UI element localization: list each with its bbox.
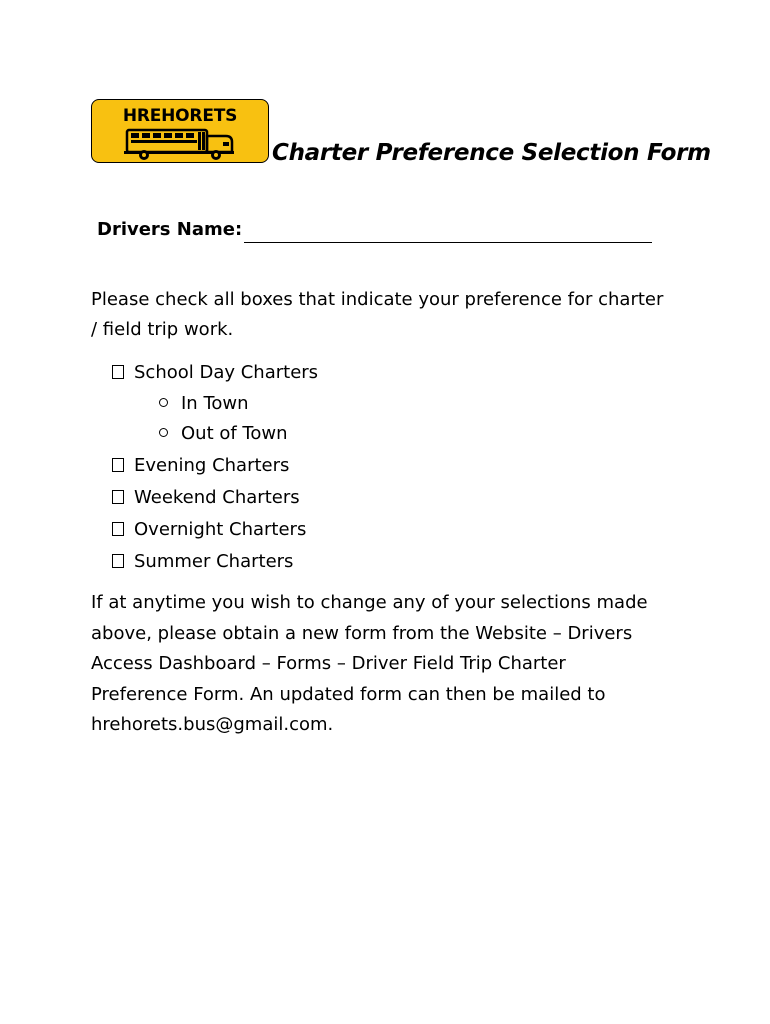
evening-charters-checkbox[interactable]	[112, 458, 124, 472]
weekend-charters-checkbox[interactable]	[112, 490, 124, 504]
footer-line: If at anytime you wish to change any of your selections made	[91, 592, 648, 613]
footer-line: hrehorets.bus@gmail.com.	[91, 714, 334, 735]
footer-line: Preference Form. An updated form can then be mailed to	[91, 683, 606, 705]
sub-option-label: In Town	[181, 393, 249, 414]
overnight-charters-checkbox[interactable]	[112, 522, 124, 536]
circle-bullet-icon	[159, 398, 168, 407]
drivers-name-field[interactable]	[244, 242, 652, 243]
circle-bullet-icon	[159, 428, 168, 437]
footer-paragraph	[91, 588, 751, 741]
company-logo	[91, 99, 269, 163]
footer-line: Access Dashboard – Forms – Driver Field Trip Charter	[91, 653, 566, 674]
drivers-name-label: Drivers Name:	[97, 219, 243, 240]
school-day-charters-checkbox[interactable]	[112, 365, 124, 379]
school-bus-icon	[122, 127, 240, 161]
sub-option-label: Out of Town	[181, 423, 288, 444]
option-label: Overnight Charters	[134, 519, 307, 540]
option-summer-charters[interactable]	[112, 551, 293, 573]
sub-option-out-of-town	[159, 423, 288, 445]
option-label: Evening Charters	[134, 455, 290, 476]
instruction-text	[91, 285, 731, 345]
option-overnight-charters[interactable]	[112, 519, 306, 541]
option-label: Weekend Charters	[134, 487, 300, 508]
option-school-day-charters[interactable]	[112, 362, 318, 384]
option-label: School Day Charters	[134, 362, 319, 383]
option-weekend-charters[interactable]	[112, 487, 300, 509]
option-evening-charters[interactable]	[112, 455, 289, 477]
logo-text: HREHORETS	[122, 106, 238, 126]
instruction-line: / field trip work.	[91, 319, 234, 340]
option-label: Summer Charters	[134, 551, 294, 572]
instruction-line: Please check all boxes that indicate your preference for charter	[91, 289, 664, 310]
sub-option-in-town	[159, 393, 249, 415]
footer-line: above, please obtain a new form from the Website – Drivers	[91, 622, 633, 644]
summer-charters-checkbox[interactable]	[112, 554, 124, 568]
form-title: Charter Preference Selection Form	[272, 140, 711, 166]
